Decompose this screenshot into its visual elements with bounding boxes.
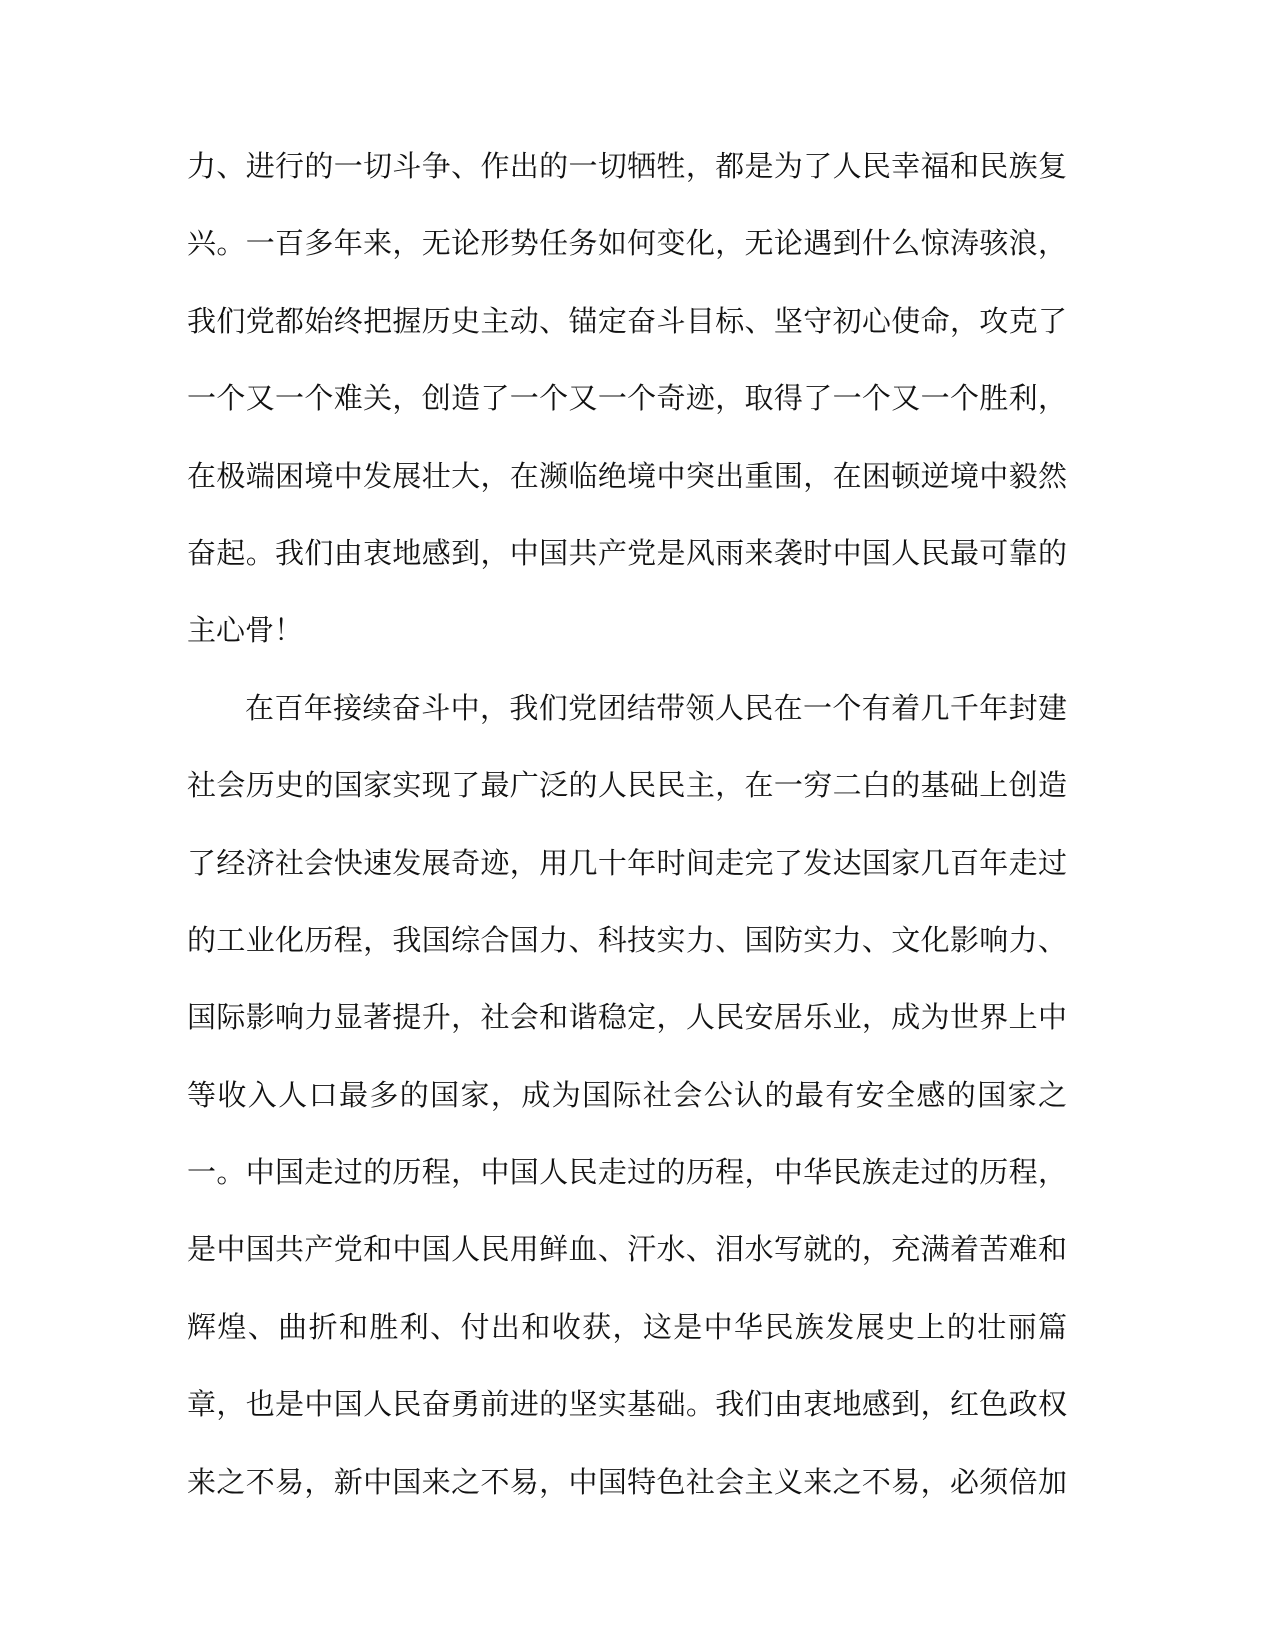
text-line: 力、进行的一切斗争、作出的一切牺牲，都是为了人民幸福和民族复: [187, 149, 1067, 183]
text-line: 奋起。我们由衷地感到，中国共产党是风雨来袭时中国人民最可靠的: [187, 535, 1067, 570]
paragraph-1: [187, 137, 1067, 679]
text-line: 社会历史的国家实现了最广泛的人民民主，在一穷二白的基础上创造: [187, 768, 1067, 803]
text-line: 了经济社会快速发展奇迹，用几十年时间走完了发达国家几百年走过: [187, 845, 1067, 880]
text-line: 来之不易，新中国来之不易，中国特色社会主义来之不易，必须倍加: [187, 1464, 1067, 1499]
text-line: 是中国共产党和中国人民用鲜血、汗水、泪水写就的，充满着苦难和: [187, 1232, 1067, 1267]
text-line: 在极端困境中发展壮大，在濒临绝境中突出重围，在困顿逆境中毅然: [187, 458, 1067, 493]
text-line: 在百年接续奋斗中，我们党团结带领人民在一个有着几千年封建: [245, 690, 1067, 725]
text-line: 的工业化历程，我国综合国力、科技实力、国防实力、文化影响力、: [187, 922, 1067, 957]
text-line: 我们党都始终把握历史主动、锚定奋斗目标、坚守初心使命，攻克了: [187, 303, 1067, 338]
text-line: 一个又一个难关，创造了一个又一个奇迹，取得了一个又一个胜利，: [187, 381, 1067, 416]
text-line: 国际影响力显著提升，社会和谐稳定，人民安居乐业，成为世界上中: [187, 1000, 1067, 1035]
body-text: [187, 137, 1067, 1530]
text-line: 主心骨！: [187, 613, 304, 648]
text-line: 章，也是中国人民奋勇前进的坚实基础。我们由衷地感到，红色政权: [187, 1387, 1067, 1422]
text-line: 等收入人口最多的国家，成为国际社会公认的最有安全感的国家之: [187, 1077, 1067, 1112]
text-line: 兴。一百多年来，无论形势任务如何变化，无论遇到什么惊涛骇浪，: [187, 226, 1067, 261]
text-line: 辉煌、曲折和胜利、付出和收获，这是中华民族发展史上的壮丽篇: [187, 1309, 1067, 1344]
text-line: 一。中国走过的历程，中国人民走过的历程，中华民族走过的历程，: [187, 1155, 1067, 1190]
paragraph-2: [187, 679, 1067, 1530]
